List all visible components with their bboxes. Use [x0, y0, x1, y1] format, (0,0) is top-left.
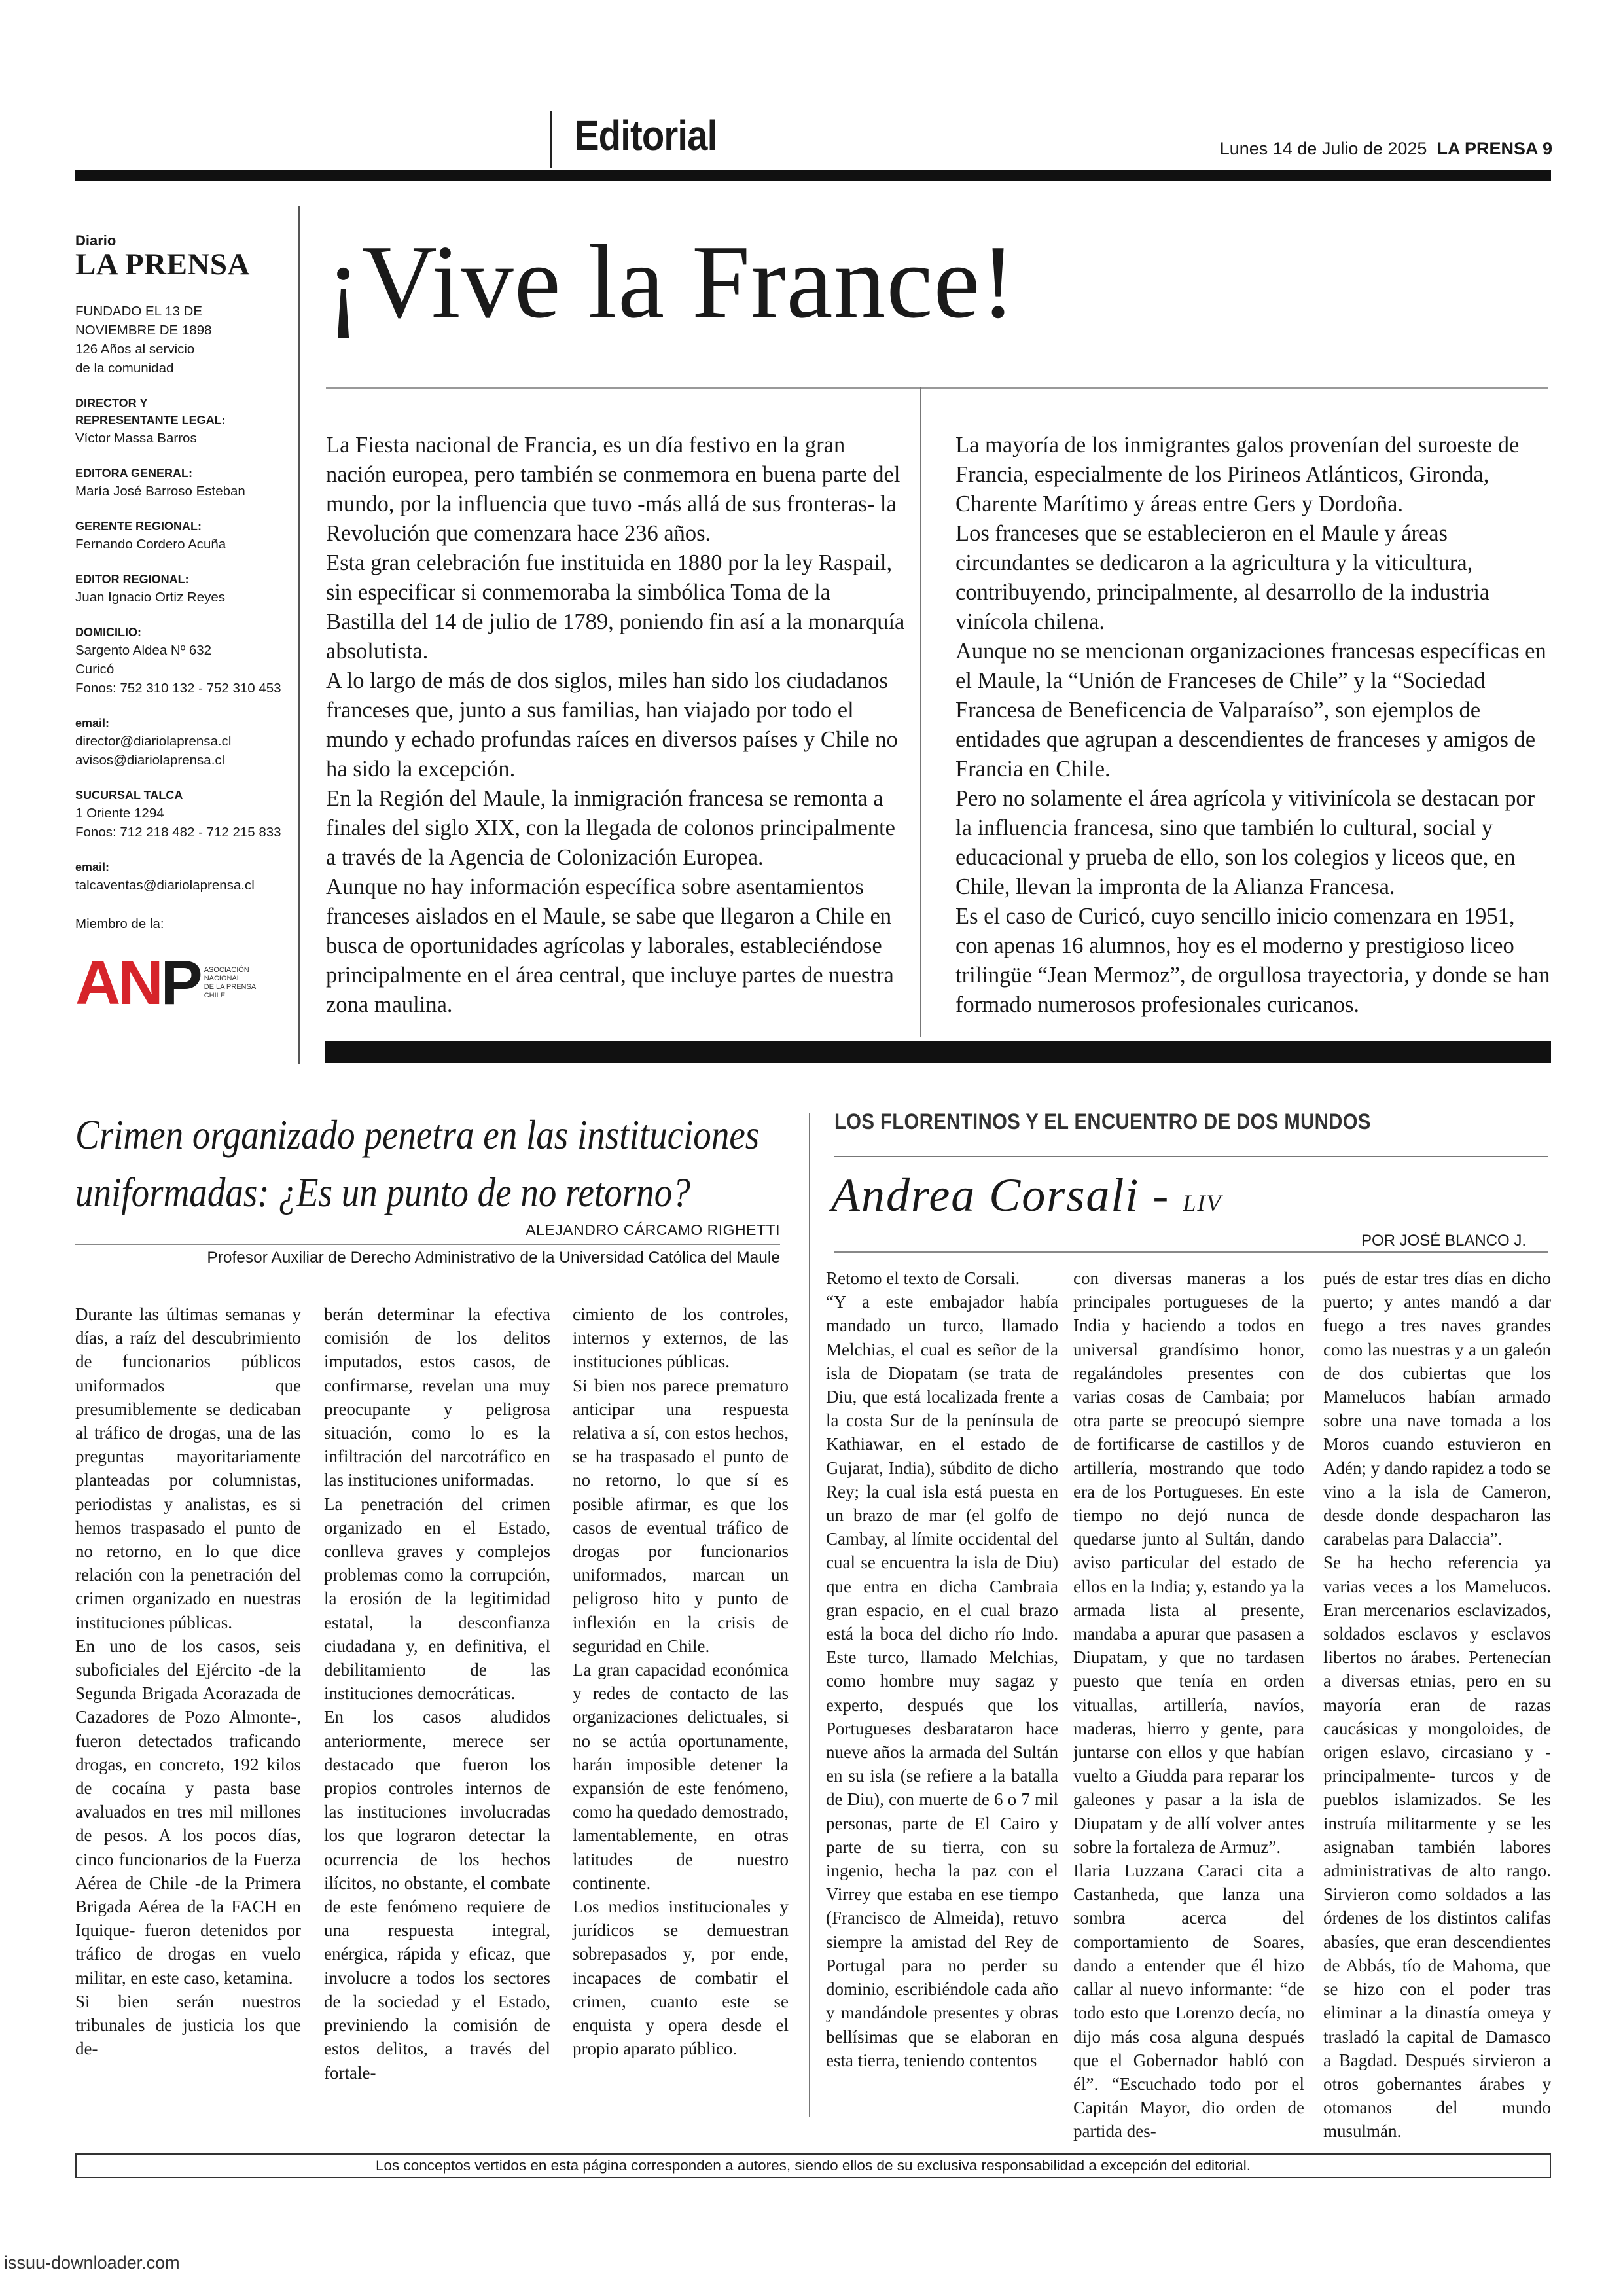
- crime-column-2: [324, 1302, 550, 2085]
- florentinos-title: [831, 1166, 1222, 1232]
- email-address: talcaventas@diariolaprensa.cl: [75, 878, 255, 893]
- watermark-text: issuu-downloader.com: [4, 2253, 180, 2272]
- paragraph: Los medios institucionales y jurídicos se demuestran sobrepasados y, por ende, incapaces de combatir el crimen, cuanto este se enquista y opera desde el propio aparato público.: [573, 1897, 789, 2059]
- paragraph: berán determinar la efectiva comisión de los delitos imputados, estos casos, de confirmarse, revelan una muy preocupante y peligrosa situación, como lo es la infiltración del narcotráfico en las instituciones uniformadas.: [324, 1304, 550, 1490]
- title-rule: [326, 387, 1548, 389]
- masthead-gerente: [75, 518, 298, 554]
- section-label: Editorial: [575, 112, 717, 159]
- crime-article-author: ALEJANDRO CÁRCAMO RIGHETTI: [526, 1221, 780, 1238]
- talca-line: 1 Oriente 1294: [75, 806, 164, 821]
- anp-caption-line: NACIONAL: [204, 975, 241, 982]
- editor-name: Juan Ignacio Ortiz Reyes: [75, 590, 226, 605]
- paragraph: La Fiesta nacional de Francia, es un día festivo en la gran nación europea, pero también se conmemora en buena parte del mundo, por la influencia que tuvo -más allá de sus fronteras- la Revolución que comenzara hace 236 años.: [326, 433, 901, 546]
- paragraph: Aunque no hay información específica sobre asentamientos franceses aislados en el Maule, se sabe que llegaron a Chile en busca de oportunidades agrícolas y laborales, estableciéndose principalmente en el área central, que incluye partes de nuestra zona maulina.: [326, 874, 894, 1017]
- title-main: Andrea Corsali -: [831, 1169, 1183, 1221]
- director-name: Víctor Massa Barros: [75, 431, 197, 446]
- florentinos-kicker: LOS FLORENTINOS Y EL ENCUENTRO DE DOS MUNDOS: [834, 1109, 1371, 1134]
- paragraph: pués de estar tres días en dicho puerto; y antes mandó a dar fuego a tres naves grandes como las nuestras y a un galeón de dos cubiertas que los Mamelucos habían armado sobre una nave tomada a los Moros cuando estuvieron en Adén; y dando rapidez a todo se vino a la isla de Cameron, desde donde despacharon las carabelas para Dalaccia”.: [1323, 1268, 1551, 1549]
- email-address: avisos@diariolaprensa.cl: [75, 753, 225, 768]
- header-bar: [75, 170, 1551, 181]
- domicilio-line: Sargento Aldea Nº 632: [75, 643, 212, 658]
- paragraph: En los casos aludidos anteriormente, merece ser destacado que fueron los propios controles internos de las instituciones involucradas los que lograron detectar la ocurrencia de los hechos ilícitos, no obstante, el combate de este fenómeno requiere de una respuesta integral, enérgica, rápida y eficaz, que involucre a todos los sectores de la sociedad y el Estado, previniendo la comisión de estos delitos, a través del fortale-: [324, 1707, 550, 2083]
- paragraph: Durante las últimas semanas y días, a raíz del descubrimiento de funcionarios públicos uniformados que presumiblemente se dedicaban al tráfico de drogas, una de las preguntas mayoritariamente planteadas por columnistas, periodistas y analistas, es si hemos traspasado el punto de no retorno, en lo que dice relación con la penetración del crimen organizado en nuestras instituciones públicas.: [75, 1304, 301, 1632]
- domicilio-line: Fonos: 752 310 132 - 752 310 453: [75, 681, 281, 696]
- issue-date: Lunes 14 de Julio de 2025: [1219, 139, 1427, 158]
- paragraph: A lo largo de más de dos siglos, miles han sido los ciudadanos franceses que, junto a sus familias, han viajado por todo el mundo y echado profundas raíces en diversos países y Chile no ha sido la excepción.: [326, 668, 898, 781]
- editorial-column-2: [955, 431, 1551, 1020]
- title-part-number: LIV: [1183, 1190, 1222, 1216]
- article-divider: [809, 1113, 810, 2117]
- paragraph: Ilaria Luzzana Caraci cita a Castanheda, que lanza una sombra acerca del comportamiento de Soares, dando a entender que él hizo callar al nuevo informante: “de todo esto que Lorenzo decía, no dijo más cosa alguna después que el Gobernador habló con él”. “Escuchado todo por el Capitán Mayor, dio orden de partida des-: [1073, 1861, 1304, 2142]
- florentinos-byline: POR JOSÉ BLANCO J.: [1361, 1232, 1526, 1249]
- paragraph: Si bien nos parece prematuro anticipar una respuesta relativa a sí, con estos hechos, se ha traspasado el punto de no retorno, lo que sí es posible afirmar, es que los casos de eventual tráfico de drogas por funcionarios uniformados, marcan un peligroso hito y punto de inflexión en la crisis de seguridad en Chile.: [573, 1375, 789, 1656]
- anp-logo-mark: ANP: [75, 948, 200, 1018]
- anp-caption-line: DE LA PRENSA: [204, 983, 257, 991]
- paragraph: La gran capacidad económica y redes de contacto de las organizaciones delictuales, si no se actúa oportunamente, harán imposible detener la expansión de este fenómeno, como ha quedado demostrado, lamentablemente, en otras latitudes de nuestro continente.: [573, 1660, 789, 1893]
- anp-caption-line: ASOCIACIÓN: [204, 966, 249, 974]
- talca-line: Fonos: 712 218 482 - 712 215 833: [75, 825, 281, 840]
- column-divider: [920, 387, 921, 1037]
- paragraph: Si bien serán nuestros tribunales de justicia los que de-: [75, 1991, 301, 2059]
- editor-label: EDITOR REGIONAL:: [75, 573, 189, 586]
- paragraph: Aunque no se mencionan organizaciones francesas específicas en el Maule, la “Unión de Franceses de Chile” y la “Sociedad Francesa de Beneficencia de Valparaíso”, son ejemplos de entidades que agrupan a descendientes de franceses y amigos de Francia en Chile.: [955, 639, 1546, 781]
- disclaimer-box: Los conceptos vertidos en esta página corresponden a autores, siendo ellos de su exclusiva responsabilidad a excepción del editorial.: [75, 2153, 1551, 2178]
- masthead-email: [75, 715, 298, 770]
- founded-line: NOVIEMBRE DE 1898: [75, 323, 212, 338]
- masthead-director: [75, 395, 298, 448]
- editora-name: María José Barroso Esteban: [75, 484, 245, 499]
- founded-line: de la comunidad: [75, 361, 174, 376]
- crime-author-description: Profesor Auxiliar de Derecho Administrativo de la Universidad Católica del Maule: [207, 1249, 780, 1266]
- sidebar-divider: [298, 206, 300, 1064]
- title-line: uniformadas: ¿Es un punto de no retorno?: [75, 1169, 690, 1215]
- editorial-column-1: [326, 431, 905, 1020]
- paragraph: cimiento de los controles, internos y externos, de las instituciones públicas.: [573, 1304, 789, 1372]
- anp-logo: [75, 948, 298, 1018]
- section-bar: [325, 1041, 1551, 1063]
- masthead-diario: Diario: [75, 232, 116, 249]
- anp-logo-caption: [204, 966, 256, 1000]
- paragraph: Retomo el texto de Corsali.: [826, 1268, 1020, 1288]
- director-label: DIRECTOR Y: [75, 397, 148, 410]
- miembro-label: Miembro de la:: [75, 916, 164, 931]
- founded-line: 126 Años al servicio: [75, 342, 195, 357]
- masthead: [75, 232, 298, 1018]
- paragraph: En la Región del Maule, la inmigración francesa se remonta a finales del siglo XIX, con la llegada de colonos principalmente a través de la Agencia de Colonización Europea.: [326, 786, 895, 870]
- domicilio-label: DOMICILIO:: [75, 626, 141, 639]
- founded-line: FUNDADO EL 13 DE: [75, 304, 203, 319]
- masthead-founded: [75, 302, 298, 378]
- page-number: LA PRENSA 9: [1436, 139, 1552, 158]
- paragraph: Es el caso de Curicó, cuyo sencillo inicio comenzara en 1951, con apenas 16 alumnos, hoy es el moderno y prestigioso liceo trilingüe “Jean Mermoz”, de orgullosa trayectoria, y donde se han formado numerosos profesionales curicanos.: [955, 904, 1550, 1017]
- editora-label: EDITORA GENERAL:: [75, 467, 193, 480]
- gerente-name: Fernando Cordero Acuña: [75, 537, 226, 552]
- gerente-label: GERENTE REGIONAL:: [75, 520, 202, 533]
- editorial-title: ¡Vive la France!: [326, 223, 1016, 340]
- masthead-editora: [75, 465, 298, 501]
- crime-column-3: [573, 1302, 789, 2061]
- paragraph: En uno de los casos, seis suboficiales del Ejército -de la Segunda Brigada Acorazada de Cazadores de Pozo Almonte-, fueron detectados traficando drogas, en concreto, 192 kilos de cocaína y pasta base avaluados en tres mil millones de pesos. A los pocos días, cinco funcionarios de la Fuerza Aérea de Chile -de la Primera Brigada Aérea de la FACH en Iquique- fueron detenidos por tráfico de drogas en vuelo militar, en este caso, ketamina.: [75, 1636, 301, 1988]
- florentinos-column-2: [1073, 1266, 1304, 2144]
- paragraph: Pero no solamente el área agrícola y vitivinícola se destacan por la influencia francesa, sino que también lo cultural, social y educacional y prueba de ello, son los colegios y liceos que, en Chile, llevan la impronta de la Alianza Francesa.: [955, 786, 1535, 899]
- title-line: Crimen organizado penetra en las instituciones: [75, 1111, 760, 1158]
- paragraph: La mayoría de los inmigrantes galos provenían del suroeste de Francia, especialmente de los Pirineos Atlánticos, Gironda, Charente Marítimo y áreas entre Gers y Dordoña.: [955, 433, 1520, 516]
- header-divider: [550, 111, 552, 168]
- paragraph: Se ha hecho referencia ya varias veces a los Mamelucos. Eran mercenarios esclavizados, soldados esclavos y esclavos libertos no árabes. Pertenecían a diversas etnias, pero en su mayoría eran de razas caucásicas y mongoloides, de origen eslavo, circasiano y -principalmente- turcos y de pueblos islamizados. Se les instruía militarmente y se les asignaban también labores administrativas de alto rango. Sirvieron como soldados a las órdenes de los distintos califas abasíes, que eran descendientes de Abbás, tío de Mahoma, que se hizo con el poder tras eliminar a la dinastía omeya y trasladó la capital de Damasco a Bagdad. Después sirvieron a otros gobernantes árabes y otomanos del mundo musulmán.: [1323, 1552, 1551, 2142]
- paragraph: con diversas maneras a los principales portugueses de la India y haciendo a todos en universal grandísimo honor, regalándoles presentes con varias cosas de Cambaia; por otra parte se preocupó siempre de fortificarse de castillos y de artillería, mostrando que todo era de los Portugueses. En este tiempo no dejó nunca de quedarse junto al Sultán, dando aviso particular del estado de ellos en la India; y, estando ya la armada lista al presente, mandaba a apurar que pasasen a Diupatam, y que no tardasen puesto que tenía en orden vituallas, artillería, navíos, maderas, hierro y gente, para juntarse con ellos y que habían vuelto a Giudda para reparar los galeones y pasar a la isla de Diupatam y de allí volver antes sobre la fortaleza de Armuz”.: [1073, 1268, 1304, 1857]
- crime-column-1: [75, 1302, 301, 2061]
- florentinos-column-3: [1323, 1266, 1551, 2144]
- paragraph: Los franceses que se establecieron en el Maule y áreas circundantes se dedicaron a la agricultura y la viticultura, contribuyendo, principalmente, al desarrollo de la industria vinícola chilena.: [955, 521, 1490, 634]
- paragraph: “Y a este embajador había mandado un turco, llamado Melchias, el cual es señor de la isla de Diopatam (se trata de Diu, que está localizada frente a la costa Sur de la península de Kathiawar, en el estado de Gujarat, India), súbdito de dicho Rey; la cual isla está puesta en un brazo de mar (el golfo de Cambay, al límite occidental del cual se encuentra la isla de Diu) que entra en dicha Cambraia gran espacio, en el cual brazo está la boca del dicho río Indo. Este turco, llamado Melchias, como hombre muy sagaz y experto, después que los Portugueses desbarataron hace nueve años la armada del Sultán en su isla (se refiere a la batalla de Diu), con muerte de 6 o 7 mil personas, parte de El Cairo y parte de su tierra, con su ingenio, hecha la paz con el Virrey que estaba en ese tiempo (Francisco de Almeida), retuvo siempre la amistad del Rey de Portugal para no perder su dominio, escribiéndole cada año y mandándole presentes y obras bellísimas que se elaboran en esta tierra, teniendo contentos: [826, 1292, 1058, 2070]
- masthead-email-talca: [75, 859, 298, 895]
- paragraph: Esta gran celebración fue instituida en 1880 por la ley Raspail, sin especificar si conmemoraba la simbólica Toma de la Bastilla del 14 de julio de 1789, poniendo fin así a la monarquía absolutista.: [326, 550, 905, 664]
- byline-rule: [834, 1251, 1548, 1253]
- email-address: director@diariolaprensa.cl: [75, 734, 232, 749]
- masthead-editor: [75, 571, 298, 607]
- florentinos-column-1: [826, 1266, 1058, 2072]
- anp-caption-line: CHILE: [204, 992, 226, 999]
- page-date-line: [1220, 139, 1552, 159]
- email-label: email:: [75, 861, 110, 874]
- masthead-logo: LA PRENSA: [75, 247, 250, 281]
- masthead-domicilio: [75, 624, 298, 698]
- domicilio-line: Curicó: [75, 662, 115, 677]
- email-label: email:: [75, 717, 110, 730]
- director-label: REPRESENTANTE LEGAL:: [75, 414, 226, 427]
- talca-label: SUCURSAL TALCA: [75, 789, 183, 802]
- author-rule: [75, 1244, 780, 1245]
- paragraph: La penetración del crimen organizado en el Estado, conlleva graves y complejos problemas como la corrupción, la erosión de la legitimidad estatal, la desconfianza ciudadana y, en definitiva, el debilitamiento de las instituciones democráticas.: [324, 1494, 550, 1704]
- kicker-rule: [834, 1156, 1548, 1157]
- crime-article-title: [75, 1106, 760, 1221]
- masthead-talca: [75, 787, 298, 842]
